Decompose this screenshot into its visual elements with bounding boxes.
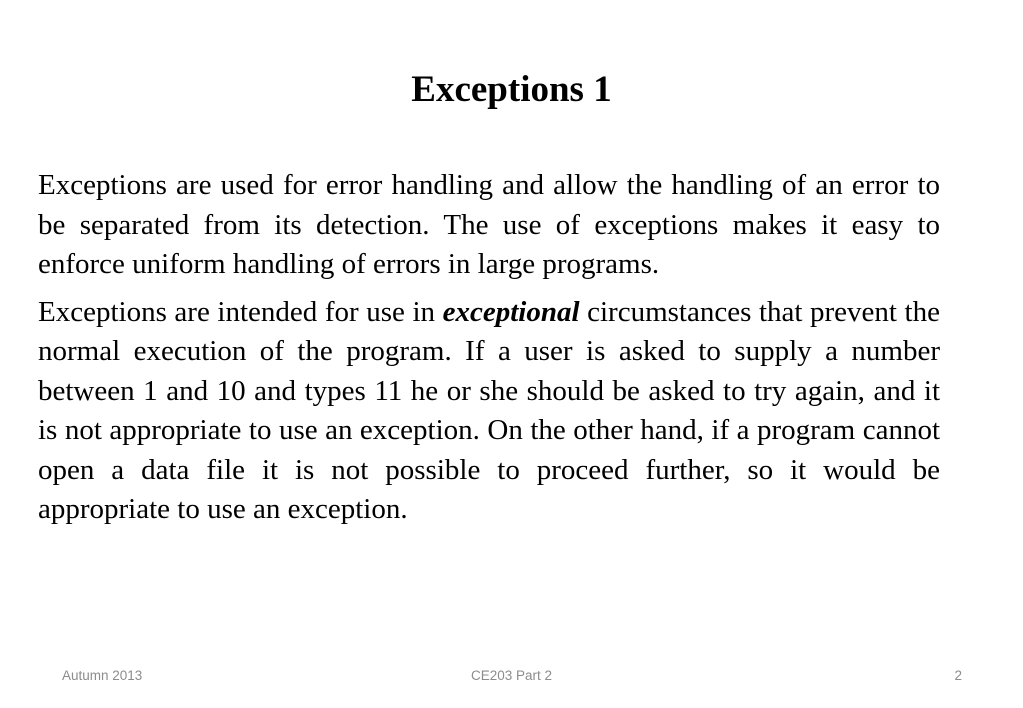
paragraph-1: Exceptions are used for error handling and allow the handling of an error to be separated from its detection. The use of exceptions makes it easy to enforce uniform handling of errors in large programs. (38, 169, 940, 280)
footer-page-number: 2 (954, 668, 962, 683)
emphasized-word: exceptional (442, 295, 580, 328)
paragraph-2 (38, 293, 940, 530)
slide-title: Exceptions 1 (411, 69, 612, 110)
slide-body (38, 166, 940, 538)
footer-course: CE203 Part 2 (470, 668, 553, 683)
footer-date: Autumn 2013 (62, 668, 143, 683)
paragraph-2-rest: circumstances that prevent the normal execution of the program. If a user is asked to supply a number between 1 and 10 and types 11 he or she should be asked to try again, and it is not appropriate to use an exception. On the other hand, if a program cannot open a data file it is not possible to proceed further, so it would be appropriate to use an exception. (38, 295, 940, 525)
paragraph-2-intro: Exceptions are intended for use in (38, 295, 443, 328)
